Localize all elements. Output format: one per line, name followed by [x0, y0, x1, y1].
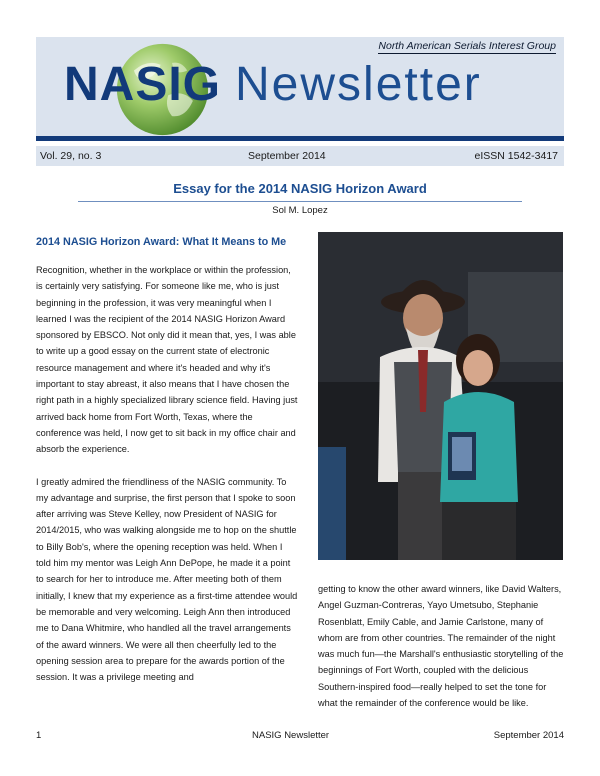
- title-divider: [78, 201, 522, 202]
- paragraph: getting to know the other award winners, like David Walters, Angel Guzman-Contreras, Yayo Umetsubo, Stephanie Rosenblatt, Emily Cable, and Jamie Carlstone, many of whom are from other countries. The remainder of the night was much fun—the Marshall's enthusiastic storytelling of the beginnings of Fort Worth, coupled with the delicious Southern-inspired food—really helped to set the tone for what the remainder of the conference would be like.: [318, 584, 564, 709]
- footer-page-number: 1: [36, 730, 42, 741]
- award-photo: [318, 232, 563, 560]
- article-title: Essay for the 2014 NASIG Horizon Award: [173, 181, 427, 196]
- masthead: [36, 37, 564, 141]
- issue-volume: Vol. 29, no. 3: [40, 150, 102, 162]
- paragraph: I greatly admired the friendliness of the NASIG community. To my advantage and surprise, the first person that I spoke to soon after arriving was Steve Kelley, now President of NASIG for 2014/2015, who was walking alongside me to hop on the shuttle to Billy Bob's, where the opening reception was held. When I told him my mentor was Leigh Ann DePope, he made it a point to search for her to introduce me. After meeting both of them initially, I knew that my experience as a first-time attendee would be memorable and very welcoming. Leigh Ann then introduced me to Dana Whitmire, who handled all the travel arrangements of the award winners. We were all then cheerfully led to the opening session area to prepare for the awards portion of the session. It was a privilege meeting and: [36, 476, 298, 683]
- article-author: Sol M. Lopez: [272, 205, 328, 216]
- masthead-rule: [36, 136, 564, 141]
- article-body-right: [318, 581, 566, 711]
- masthead-title-nasig: NASIG: [64, 58, 222, 111]
- footer-newsletter-name: NASIG Newsletter: [252, 730, 330, 741]
- issue-issn: eISSN 1542-3417: [474, 150, 558, 162]
- issue-date: September 2014: [248, 150, 326, 162]
- page-footer: [36, 730, 564, 744]
- footer-date: September 2014: [493, 730, 564, 741]
- organization-name: North American Serials Interest Group: [378, 40, 556, 52]
- masthead-title-newsletter: Newsletter: [235, 58, 482, 111]
- issue-bar: [36, 146, 564, 166]
- section-heading: 2014 NASIG Horizon Award: What It Means to Me: [36, 236, 287, 248]
- masthead-title: [64, 58, 482, 111]
- article-body-left: [36, 262, 298, 701]
- paragraph: Recognition, whether in the workplace or within the profession, is certainly very satisfying. For someone like me, who is just beginning in the profession, it was very meaningful when I learned I was the recipient of the 2014 NASIG Horizon Award sponsored by EBSCO. Not only did it mean that, yes, I was able to write up a good essay on the current state of electronic resource management and where it's headed and why it's important to stay abreast, it also means that I have chosen the right path in a highly specialized library science field. Having just arrived back home from Fort Worth, Texas, where the conference was held, I now get to sit back in my office chair and absorb the experience.: [36, 265, 298, 455]
